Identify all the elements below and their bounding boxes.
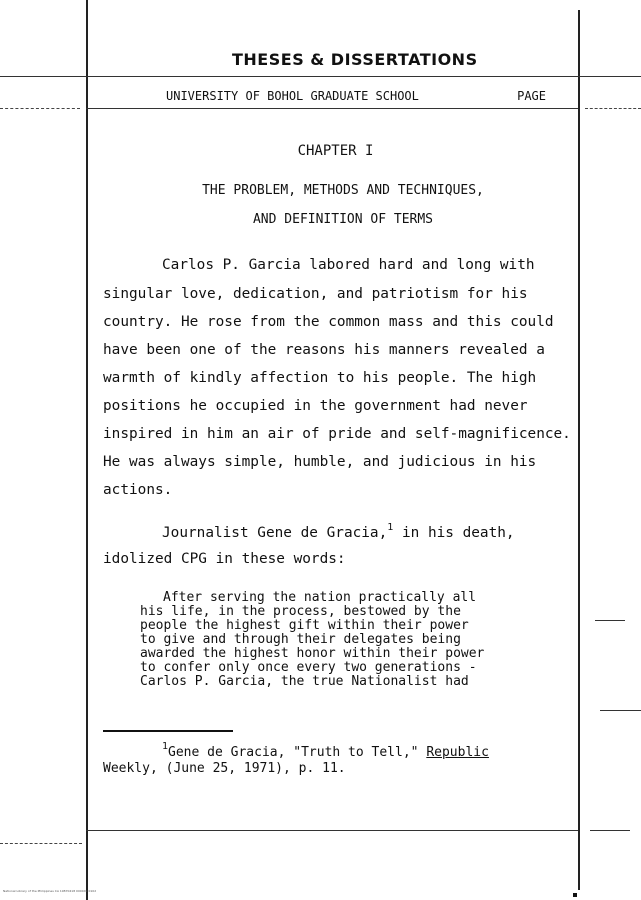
title-line-1: THE PROBLEM, METHODS AND TECHNIQUES,: [202, 183, 484, 198]
footnote-ref: 1: [387, 522, 394, 533]
quote-line-3: people the highest gift within their power: [140, 618, 469, 633]
right-margin-mark-2: [600, 710, 641, 711]
paragraph-1-line-7: inspired in him an air of pride and self-magnificence.: [103, 426, 571, 442]
left-dash-mark: [0, 108, 80, 109]
quote-line-1: After serving the nation practically all: [163, 590, 477, 605]
paragraph-1-line-8: He was always simple, humble, and judicious in his: [103, 454, 537, 470]
paragraph-2-text-a: Journalist Gene de Gracia,: [162, 525, 388, 541]
paragraph-1-line-4: have been one of the reasons his manners revealed a: [103, 342, 545, 358]
paragraph-1-line-1: Carlos P. Garcia labored hard and long with: [162, 257, 535, 273]
footnote-rule: [103, 730, 233, 732]
footnote-line-1: [162, 741, 489, 760]
quote-line-6: to confer only once every two generations -: [140, 660, 477, 675]
paragraph-1-line-9: actions.: [103, 482, 173, 498]
paragraph-2-line-1: [162, 522, 515, 541]
paragraph-1-line-2: singular love, dedication, and patriotism for his: [103, 286, 528, 302]
footnote-line-2: Weekly, (June 25, 1971), p. 11.: [103, 761, 346, 776]
right-bottom-mark: [590, 830, 630, 831]
paragraph-1-line-3: country. He rose from the common mass and this could: [103, 314, 554, 330]
quote-line-5: awarded the highest honor within their power: [140, 646, 485, 661]
school-name: UNIVERSITY OF BOHOL GRADUATE SCHOOL: [166, 89, 419, 103]
scan-speck: [573, 893, 577, 897]
left-bottom-dash: [0, 843, 82, 844]
chapter-heading: CHAPTER I: [297, 143, 374, 159]
quote-line-7: Carlos P. Garcia, the true Nationalist had: [140, 674, 469, 689]
quote-line-2: his life, in the process, bestowed by the: [140, 604, 461, 619]
page-header: [166, 89, 546, 103]
footnote-number: 1: [162, 741, 169, 752]
footnote-author-title: Gene de Gracia, "Truth to Tell,": [168, 745, 427, 760]
paragraph-2-line-2: idolized CPG in these words:: [103, 551, 346, 567]
header-rule-bottom: [86, 108, 578, 109]
paragraph-1-line-6: positions he occupied in the government had never: [103, 398, 528, 414]
right-margin-line: [578, 10, 580, 890]
title-line-2: AND DEFINITION OF TERMS: [252, 212, 433, 227]
theses-stamp: THESES & DISSERTATIONS: [232, 50, 478, 69]
paragraph-1-line-5: warmth of kindly affection to his people. The high: [103, 370, 537, 386]
footnote-publication: Republic: [426, 745, 489, 760]
scan-caption: National Library of the Philippines CA 19870418 000049 0102: [3, 889, 97, 893]
bottom-rule: [86, 830, 578, 831]
left-margin-line: [86, 0, 88, 900]
paragraph-2-text-b: in his death,: [393, 525, 515, 541]
page-label: PAGE: [517, 89, 546, 103]
right-margin-mark: [595, 620, 625, 621]
right-dash-mark: [585, 108, 641, 109]
quote-line-4: to give and through their delegates being: [140, 632, 461, 647]
header-rule-top: [0, 76, 641, 77]
